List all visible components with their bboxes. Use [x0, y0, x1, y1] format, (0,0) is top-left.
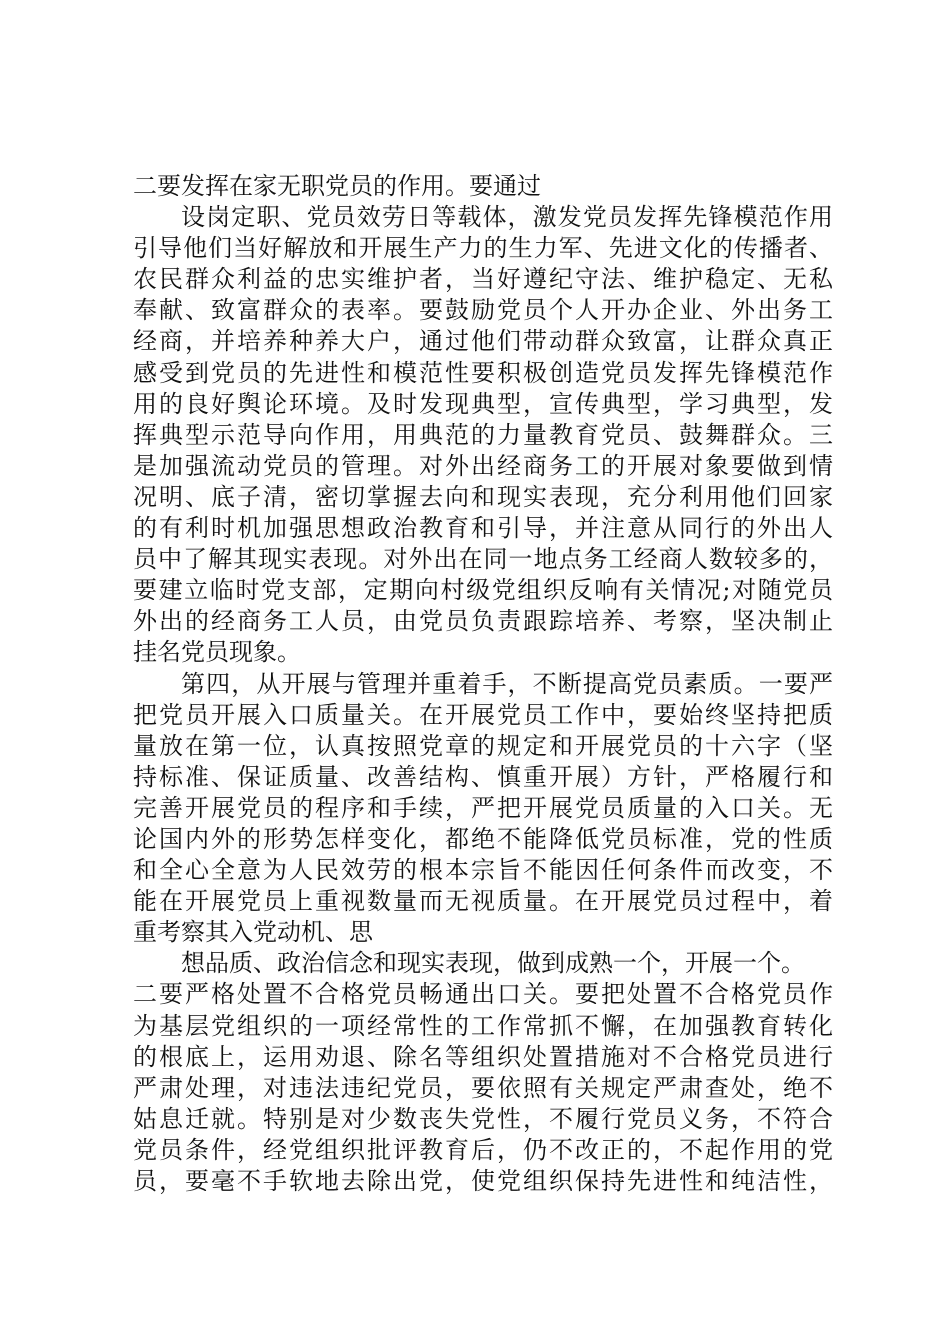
- text-line: 挥典型示范导向作用，用典范的力量教育党员、鼓舞群众。三: [133, 420, 833, 449]
- text-line: 论国内外的形势怎样变化，都绝不能降低党员标准，党的性质: [133, 824, 833, 853]
- text-line: 的根底上，运用劝退、除名等组织处置措施对不合格党员进行: [133, 1042, 833, 1071]
- text-line: 引导他们当好解放和开展生产力的生力军、先进文化的传播者、: [133, 234, 833, 263]
- text-line: 二要发挥在家无职党员的作用。要通过: [133, 172, 541, 200]
- text-line: 设岗定职、党员效劳日等载体，激发党员发挥先锋模范作用: [181, 203, 833, 232]
- text-line: 为基层党组织的一项经常性的工作常抓不懈，在加强教育转化: [133, 1011, 833, 1040]
- text-line: 二要严格处置不合格党员畅通出口关。要把处置不合格党员作: [133, 980, 833, 1009]
- text-line: 感受到党员的先进性和模范性要积极创造党员发挥先锋模范作: [133, 358, 833, 387]
- text-line: 能在开展党员上重视数量而无视质量。在开展党员过程中，着: [133, 887, 833, 916]
- text-line: 员中了解其现实表现。对外出在同一地点务工经商人数较多的，: [133, 545, 833, 574]
- text-line: 外出的经商务工人员，由党员负责跟踪培养、考察，坚决制止: [133, 607, 833, 636]
- text-line: 用的良好舆论环境。及时发现典型，宣传典型，学习典型，发: [133, 389, 833, 418]
- text-line: 量放在第一位，认真按照党章的规定和开展党员的十六字（坚: [133, 731, 833, 760]
- text-line: 农民群众利益的忠实维护者，当好遵纪守法、维护稳定、无私: [133, 265, 833, 294]
- text-line: 重考察其入党动机、思: [133, 918, 373, 947]
- text-line: 姑息迁就。特别是对少数丧失党性，不履行党员义务，不符合: [133, 1104, 833, 1133]
- text-line: 把党员开展入口质量关。在开展党员工作中，要始终坚持把质: [133, 700, 833, 729]
- text-line: 完善开展党员的程序和手续，严把开展党员质量的入口关。无: [133, 793, 833, 822]
- text-line: 第四，从开展与管理并重着手，不断提高党员素质。一要严: [181, 669, 833, 698]
- body-text: [133, 171, 833, 1197]
- text-line: 挂名党员现象。: [133, 638, 301, 667]
- text-line: 员，要毫不手软地去除出党，使党组织保持先进性和纯洁性，: [133, 1167, 833, 1195]
- text-line: 严肃处理，对违法违纪党员，要依照有关规定严肃查处，绝不: [133, 1073, 833, 1102]
- text-line: 奉献、致富群众的表率。要鼓励党员个人开办企业、外出务工: [133, 296, 833, 325]
- text-line: 和全心全意为人民效劳的根本宗旨不能因任何条件而改变，不: [133, 856, 833, 885]
- text-line: 党员条件，经党组织批评教育后，仍不改正的，不起作用的党: [133, 1135, 833, 1164]
- text-line: 经商，并培养种养大户，通过他们带动群众致富，让群众真正: [133, 327, 833, 356]
- text-line: 是加强流动党员的管理。对外出经商务工的开展对象要做到情: [133, 451, 833, 480]
- text-line: 想品质、政治信念和现实表现，做到成熟一个，开展一个。: [181, 949, 805, 978]
- text-line: 的有利时机加强思想政治教育和引导，并注意从同行的外出人: [133, 514, 833, 543]
- text-line: 持标准、保证质量、改善结构、慎重开展）方针，严格履行和: [133, 762, 833, 791]
- text-line: 况明、底子清，密切掌握去向和现实表现，充分利用他们回家: [133, 482, 833, 511]
- text-line: 要建立临时党支部，定期向村级党组织反响有关情况;对随党员: [133, 576, 833, 605]
